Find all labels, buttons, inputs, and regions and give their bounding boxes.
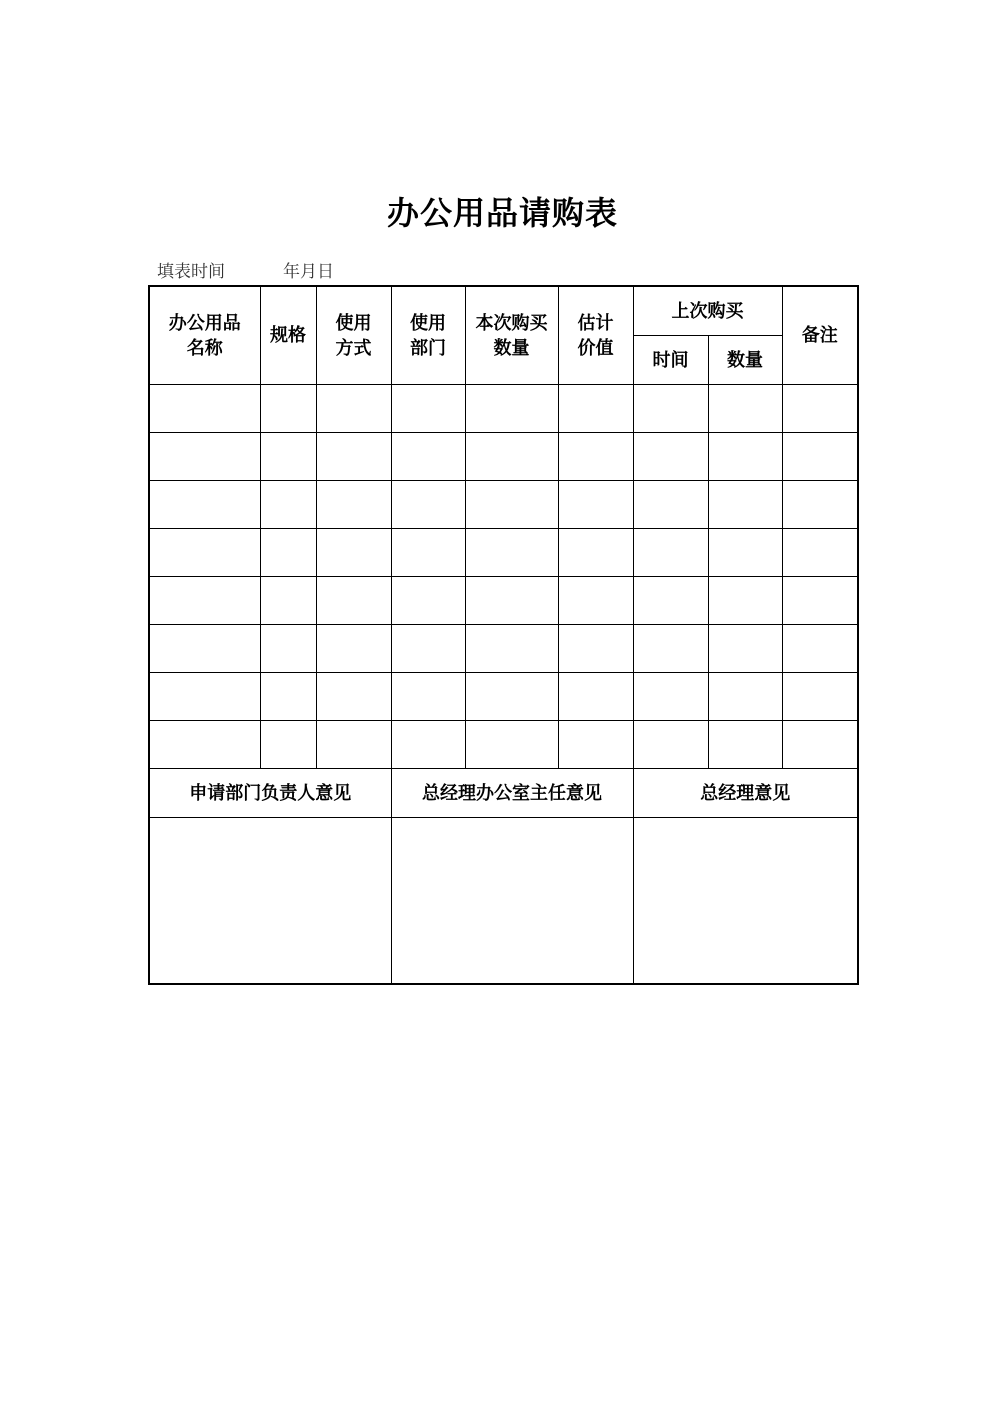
cell-last-qty[interactable]	[708, 385, 782, 433]
cell-current-qty[interactable]	[465, 529, 558, 577]
cell-spec[interactable]	[260, 673, 316, 721]
header-last-qty: 数量	[708, 336, 782, 385]
cell-remarks[interactable]	[782, 433, 858, 481]
table-row	[149, 385, 858, 433]
cell-current-qty[interactable]	[465, 673, 558, 721]
cell-using-dept[interactable]	[391, 481, 465, 529]
cell-using-dept[interactable]	[391, 385, 465, 433]
cell-last-time[interactable]	[633, 577, 708, 625]
cell-last-time[interactable]	[633, 385, 708, 433]
opinion-general-manager-label: 总经理意见	[633, 769, 858, 818]
fill-date-line	[157, 257, 334, 282]
cell-estimated-value[interactable]	[558, 577, 633, 625]
cell-last-time[interactable]	[633, 433, 708, 481]
cell-last-qty[interactable]	[708, 481, 782, 529]
cell-last-time[interactable]	[633, 673, 708, 721]
cell-estimated-value[interactable]	[558, 481, 633, 529]
cell-spec[interactable]	[260, 433, 316, 481]
cell-last-time[interactable]	[633, 625, 708, 673]
cell-remarks[interactable]	[782, 385, 858, 433]
cell-remarks[interactable]	[782, 529, 858, 577]
cell-spec[interactable]	[260, 625, 316, 673]
cell-usage-method[interactable]	[316, 625, 391, 673]
header-remarks: 备注	[782, 286, 858, 385]
cell-item-name[interactable]	[149, 577, 260, 625]
cell-last-qty[interactable]	[708, 529, 782, 577]
opinion-dept-head-field[interactable]	[149, 818, 391, 985]
cell-last-time[interactable]	[633, 529, 708, 577]
cell-current-qty[interactable]	[465, 481, 558, 529]
fill-date-label: 填表时间	[157, 262, 225, 282]
cell-current-qty[interactable]	[465, 433, 558, 481]
cell-usage-method[interactable]	[316, 481, 391, 529]
header-item-name: 办公用品 名称	[149, 286, 260, 385]
cell-usage-method[interactable]	[316, 433, 391, 481]
table-row	[149, 721, 858, 769]
cell-last-qty[interactable]	[708, 673, 782, 721]
cell-item-name[interactable]	[149, 721, 260, 769]
header-spec: 规格	[260, 286, 316, 385]
page-title: 办公用品请购表	[386, 194, 618, 232]
header-last-purchase: 上次购买	[633, 286, 782, 336]
cell-estimated-value[interactable]	[558, 673, 633, 721]
cell-last-qty[interactable]	[708, 577, 782, 625]
header-using-dept: 使用 部门	[391, 286, 465, 385]
cell-using-dept[interactable]	[391, 673, 465, 721]
cell-estimated-value[interactable]	[558, 385, 633, 433]
opinion-office-director-label: 总经理办公室主任意见	[391, 769, 633, 818]
cell-last-qty[interactable]	[708, 433, 782, 481]
cell-spec[interactable]	[260, 577, 316, 625]
cell-remarks[interactable]	[782, 577, 858, 625]
cell-item-name[interactable]	[149, 481, 260, 529]
cell-remarks[interactable]	[782, 673, 858, 721]
cell-last-qty[interactable]	[708, 721, 782, 769]
cell-using-dept[interactable]	[391, 433, 465, 481]
table-row	[149, 433, 858, 481]
cell-usage-method[interactable]	[316, 577, 391, 625]
purchase-request-table	[148, 285, 859, 985]
cell-estimated-value[interactable]	[558, 433, 633, 481]
cell-usage-method[interactable]	[316, 529, 391, 577]
cell-current-qty[interactable]	[465, 577, 558, 625]
cell-remarks[interactable]	[782, 721, 858, 769]
cell-remarks[interactable]	[782, 625, 858, 673]
cell-using-dept[interactable]	[391, 529, 465, 577]
cell-item-name[interactable]	[149, 625, 260, 673]
cell-usage-method[interactable]	[316, 721, 391, 769]
cell-last-qty[interactable]	[708, 625, 782, 673]
opinion-dept-head-label: 申请部门负责人意见	[149, 769, 391, 818]
cell-using-dept[interactable]	[391, 721, 465, 769]
fill-date-units: 年月日	[283, 262, 334, 282]
opinion-general-manager-field[interactable]	[633, 818, 858, 985]
table-row	[149, 577, 858, 625]
cell-item-name[interactable]	[149, 433, 260, 481]
cell-estimated-value[interactable]	[558, 625, 633, 673]
cell-current-qty[interactable]	[465, 625, 558, 673]
cell-estimated-value[interactable]	[558, 721, 633, 769]
cell-estimated-value[interactable]	[558, 529, 633, 577]
cell-last-time[interactable]	[633, 721, 708, 769]
cell-using-dept[interactable]	[391, 625, 465, 673]
header-usage-method: 使用 方式	[316, 286, 391, 385]
cell-spec[interactable]	[260, 481, 316, 529]
table-row	[149, 481, 858, 529]
cell-usage-method[interactable]	[316, 673, 391, 721]
cell-remarks[interactable]	[782, 481, 858, 529]
table-row	[149, 529, 858, 577]
header-current-qty: 本次购买 数量	[465, 286, 558, 385]
cell-item-name[interactable]	[149, 673, 260, 721]
cell-item-name[interactable]	[149, 385, 260, 433]
cell-item-name[interactable]	[149, 529, 260, 577]
cell-last-time[interactable]	[633, 481, 708, 529]
cell-spec[interactable]	[260, 721, 316, 769]
cell-current-qty[interactable]	[465, 385, 558, 433]
cell-spec[interactable]	[260, 385, 316, 433]
cell-spec[interactable]	[260, 529, 316, 577]
cell-using-dept[interactable]	[391, 577, 465, 625]
table-row	[149, 673, 858, 721]
header-estimated-value: 估计 价值	[558, 286, 633, 385]
table-row	[149, 625, 858, 673]
header-last-time: 时间	[633, 336, 708, 385]
cell-usage-method[interactable]	[316, 385, 391, 433]
opinion-office-director-field[interactable]	[391, 818, 633, 985]
cell-current-qty[interactable]	[465, 721, 558, 769]
